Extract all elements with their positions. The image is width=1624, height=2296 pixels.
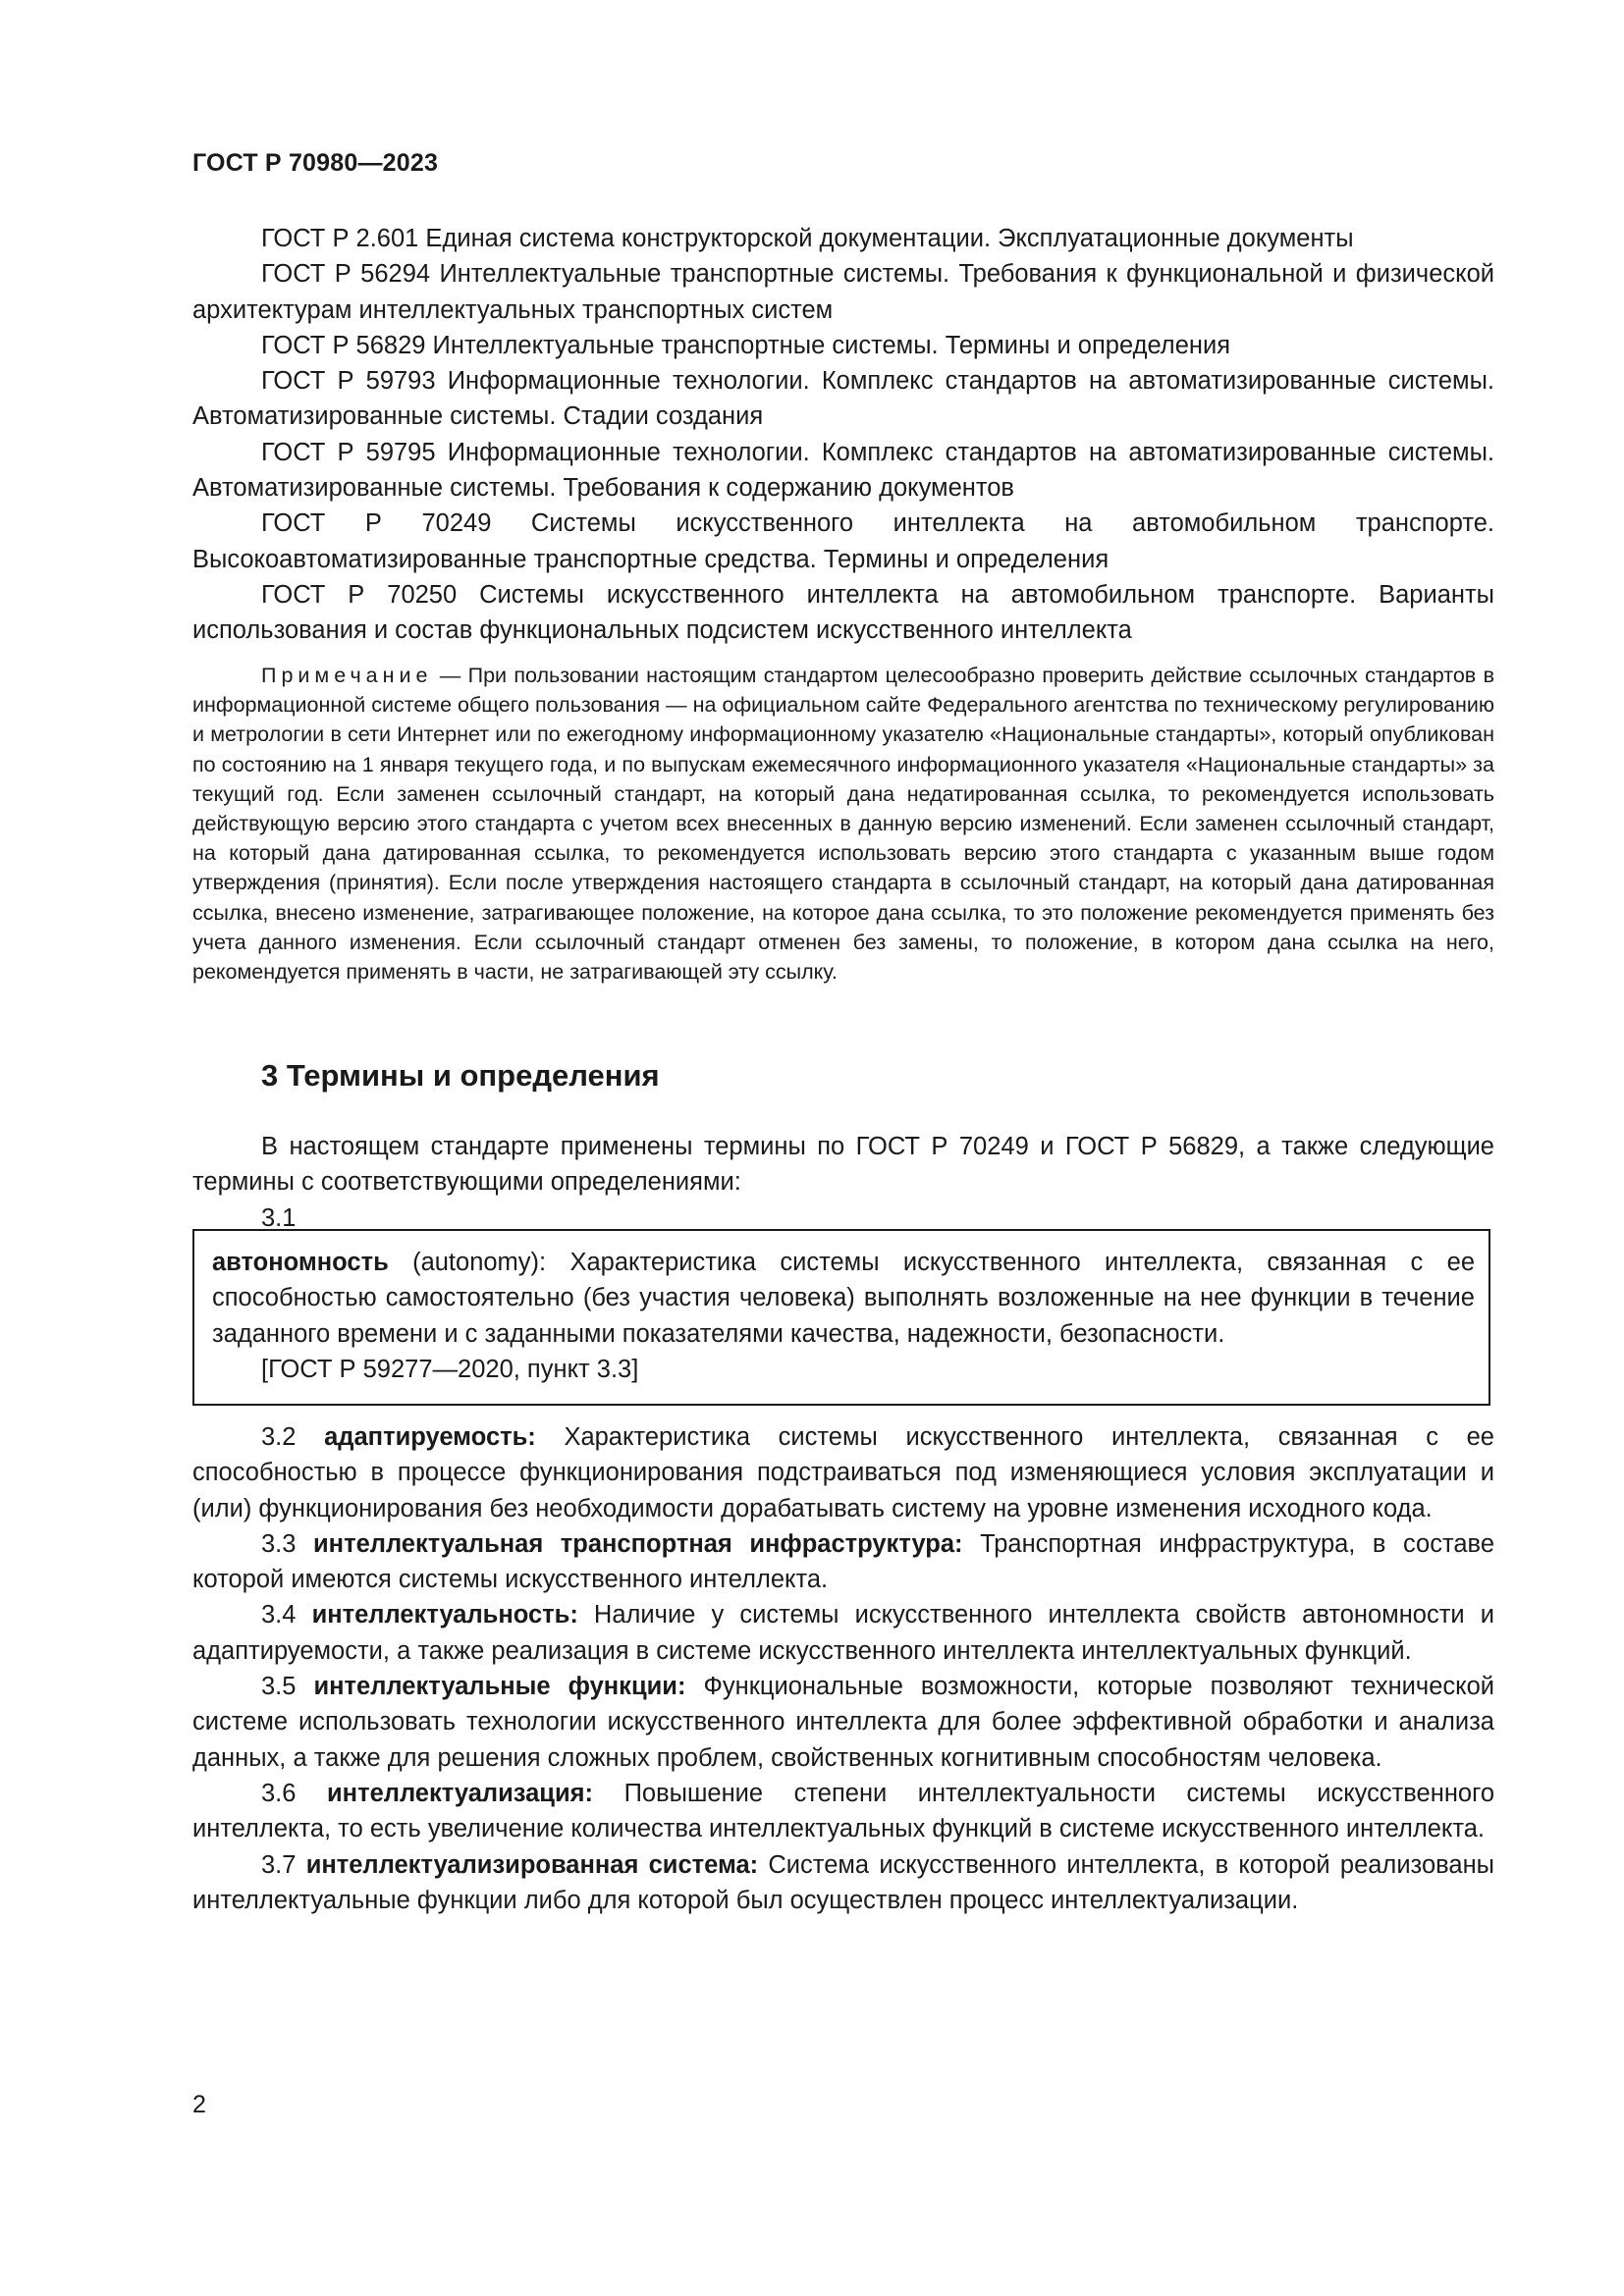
reference-item: ГОСТ Р 59793 Информационные технологии. Комплекс стандартов на автоматизированные системы. Автоматизированные системы. Стадии создания	[192, 367, 1494, 431]
term-number: 3.5	[261, 1673, 297, 1701]
term-name: адаптируемость:	[324, 1423, 536, 1451]
term-entry	[192, 1847, 1494, 1919]
note-label: Примечание	[261, 664, 433, 687]
term-name: интеллектуальная транспортная инфраструктура:	[313, 1529, 963, 1558]
term-number: 3.6	[261, 1779, 297, 1807]
term-entry	[192, 1669, 1494, 1776]
terms-list	[192, 1419, 1494, 1918]
term-definition: Система искусственного интеллекта, в которой реализованы интеллектуальные функции либо для которой был осуществлен процесс интеллектуализации.	[192, 1850, 1494, 1914]
term-entry	[192, 1597, 1494, 1669]
term-entry	[192, 1419, 1494, 1526]
term-number: 3.7	[261, 1850, 297, 1879]
term-definition: Повышение степени интеллектуальности системы искусственного интеллекта, то есть увеличение количества интеллектуальных функций в системе искусственного интеллекта.	[192, 1779, 1495, 1843]
term-number: 3.4	[261, 1601, 297, 1629]
term-definition: Характеристика системы искусственного интеллекта, связанная с ее способностью в процессе функционирования подстраиваться под изменяющиеся условия эксплуатации и (или) функционирования без необходимости дорабатывать систему на уровне изменения исходного кода.	[192, 1423, 1494, 1522]
section-intro: В настоящем стандарте применены термины по ГОСТ Р 70249 и ГОСТ Р 56829, а также следующие термины с соответствующими определениями:	[192, 1133, 1494, 1197]
term-number: 3.1	[261, 1203, 297, 1232]
term-entry	[192, 1526, 1494, 1598]
note-paragraph	[192, 661, 1494, 987]
term-entry	[192, 1776, 1494, 1847]
term-definition: Транспортная инфраструктура, в составе которой имеются системы искусственного интеллекта.	[192, 1529, 1494, 1594]
term-source: [ГОСТ Р 59277—2020, пункт 3.3]	[261, 1355, 639, 1383]
term-definition: (autonomy): Характеристика системы искусственного интеллекта, связанная с ее способностью самостоятельно (без участия человека) выполнять возложенные на нее функции в течение заданного времени и с заданными показателями качества, надежности, безопасности.	[212, 1249, 1475, 1348]
note-block	[192, 661, 1494, 987]
term-definition: Наличие у системы искусственного интеллекта свойств автономности и адаптируемости, а также реализация в системе искусственного интеллекта интеллектуальных функций.	[192, 1601, 1494, 1665]
reference-item: ГОСТ Р 70249 Системы искусственного интеллекта на автомобильном транспорте. Высокоавтоматизированные транспортные средства. Термины и определения	[192, 509, 1494, 573]
term-name: интеллектуальные функции:	[313, 1673, 686, 1701]
section-title: 3 Термины и определения	[261, 1058, 660, 1093]
term-definition: Функциональные возможности, которые позволяют технической системе использовать технологии искусственного интеллекта для более эффективной обработки и анализа данных, а также для решения сложных проблем, свойственных когнитивным способностям человека.	[192, 1673, 1494, 1772]
term-name: автономность	[212, 1249, 389, 1276]
reference-item: ГОСТ Р 2.601 Единая система конструкторской документации. Эксплуатационные документы	[261, 225, 1354, 252]
reference-item: ГОСТ Р 56294 Интеллектуальные транспортные системы. Требования к функциональной и физической архитектурам интеллектуальных транспортных систем	[192, 260, 1494, 324]
normative-references	[192, 221, 1494, 649]
note-text: — При пользовании настоящим стандартом целесообразно проверить действие ссылочных стандартов в информационной системе общего пользования — на официальном сайте Федерального агентства по техническому регулированию и метрологии в сети Интернет или по ежегодному информационному указателю «Национальные стандарты», который опубликован по состоянию на 1 января текущего года, и по выпускам ежемесячного информационного указателя «Национальные стандарты» за текущий год. Если заменен ссылочный стандарт, на который дана недатированная ссылка, то рекомендуется использовать действующую версию этого стандарта с учетом всех внесенных в данную версию изменений. Если заменен ссылочный стандарт, на который дана датированная ссылка, то рекомендуется использовать версию этого стандарта с указанным выше годом утверждения (принятия). Если после утверждения настоящего стандарта в ссылочный стандарт, на который дана датированная ссылка, внесено изменение, затрагивающее положение, на которое дана ссылка, то это положение рекомендуется применять без учета данного изменения. Если ссылочный стандарт отменен без замены, то положение, в котором дана ссылка на него, рекомендуется применять в части, не затрагивающей эту ссылку.	[192, 664, 1494, 985]
term-number: 3.3	[261, 1529, 297, 1558]
term-number: 3.2	[261, 1423, 297, 1451]
reference-item: ГОСТ Р 56829 Интеллектуальные транспортные системы. Термины и определения	[261, 331, 1231, 359]
boxed-term-definition	[192, 1229, 1490, 1406]
term-name: интеллектуализация:	[327, 1779, 594, 1807]
term-name: интеллектуализированная система:	[305, 1850, 759, 1879]
document-header: ГОСТ Р 70980—2023	[192, 149, 439, 177]
boxed-term-paragraph	[212, 1245, 1475, 1352]
term-name: интеллектуальность:	[311, 1601, 578, 1629]
reference-item: ГОСТ Р 70250 Системы искусственного интеллекта на автомобильном транспорте. Варианты использования и состав функциональных подсистем искусственного интеллекта	[192, 580, 1494, 645]
reference-item: ГОСТ Р 59795 Информационные технологии. Комплекс стандартов на автоматизированные системы. Автоматизированные системы. Требования к содержанию документов	[192, 438, 1494, 503]
page-number: 2	[192, 2091, 206, 2118]
section-intro-block	[192, 1129, 1494, 1236]
